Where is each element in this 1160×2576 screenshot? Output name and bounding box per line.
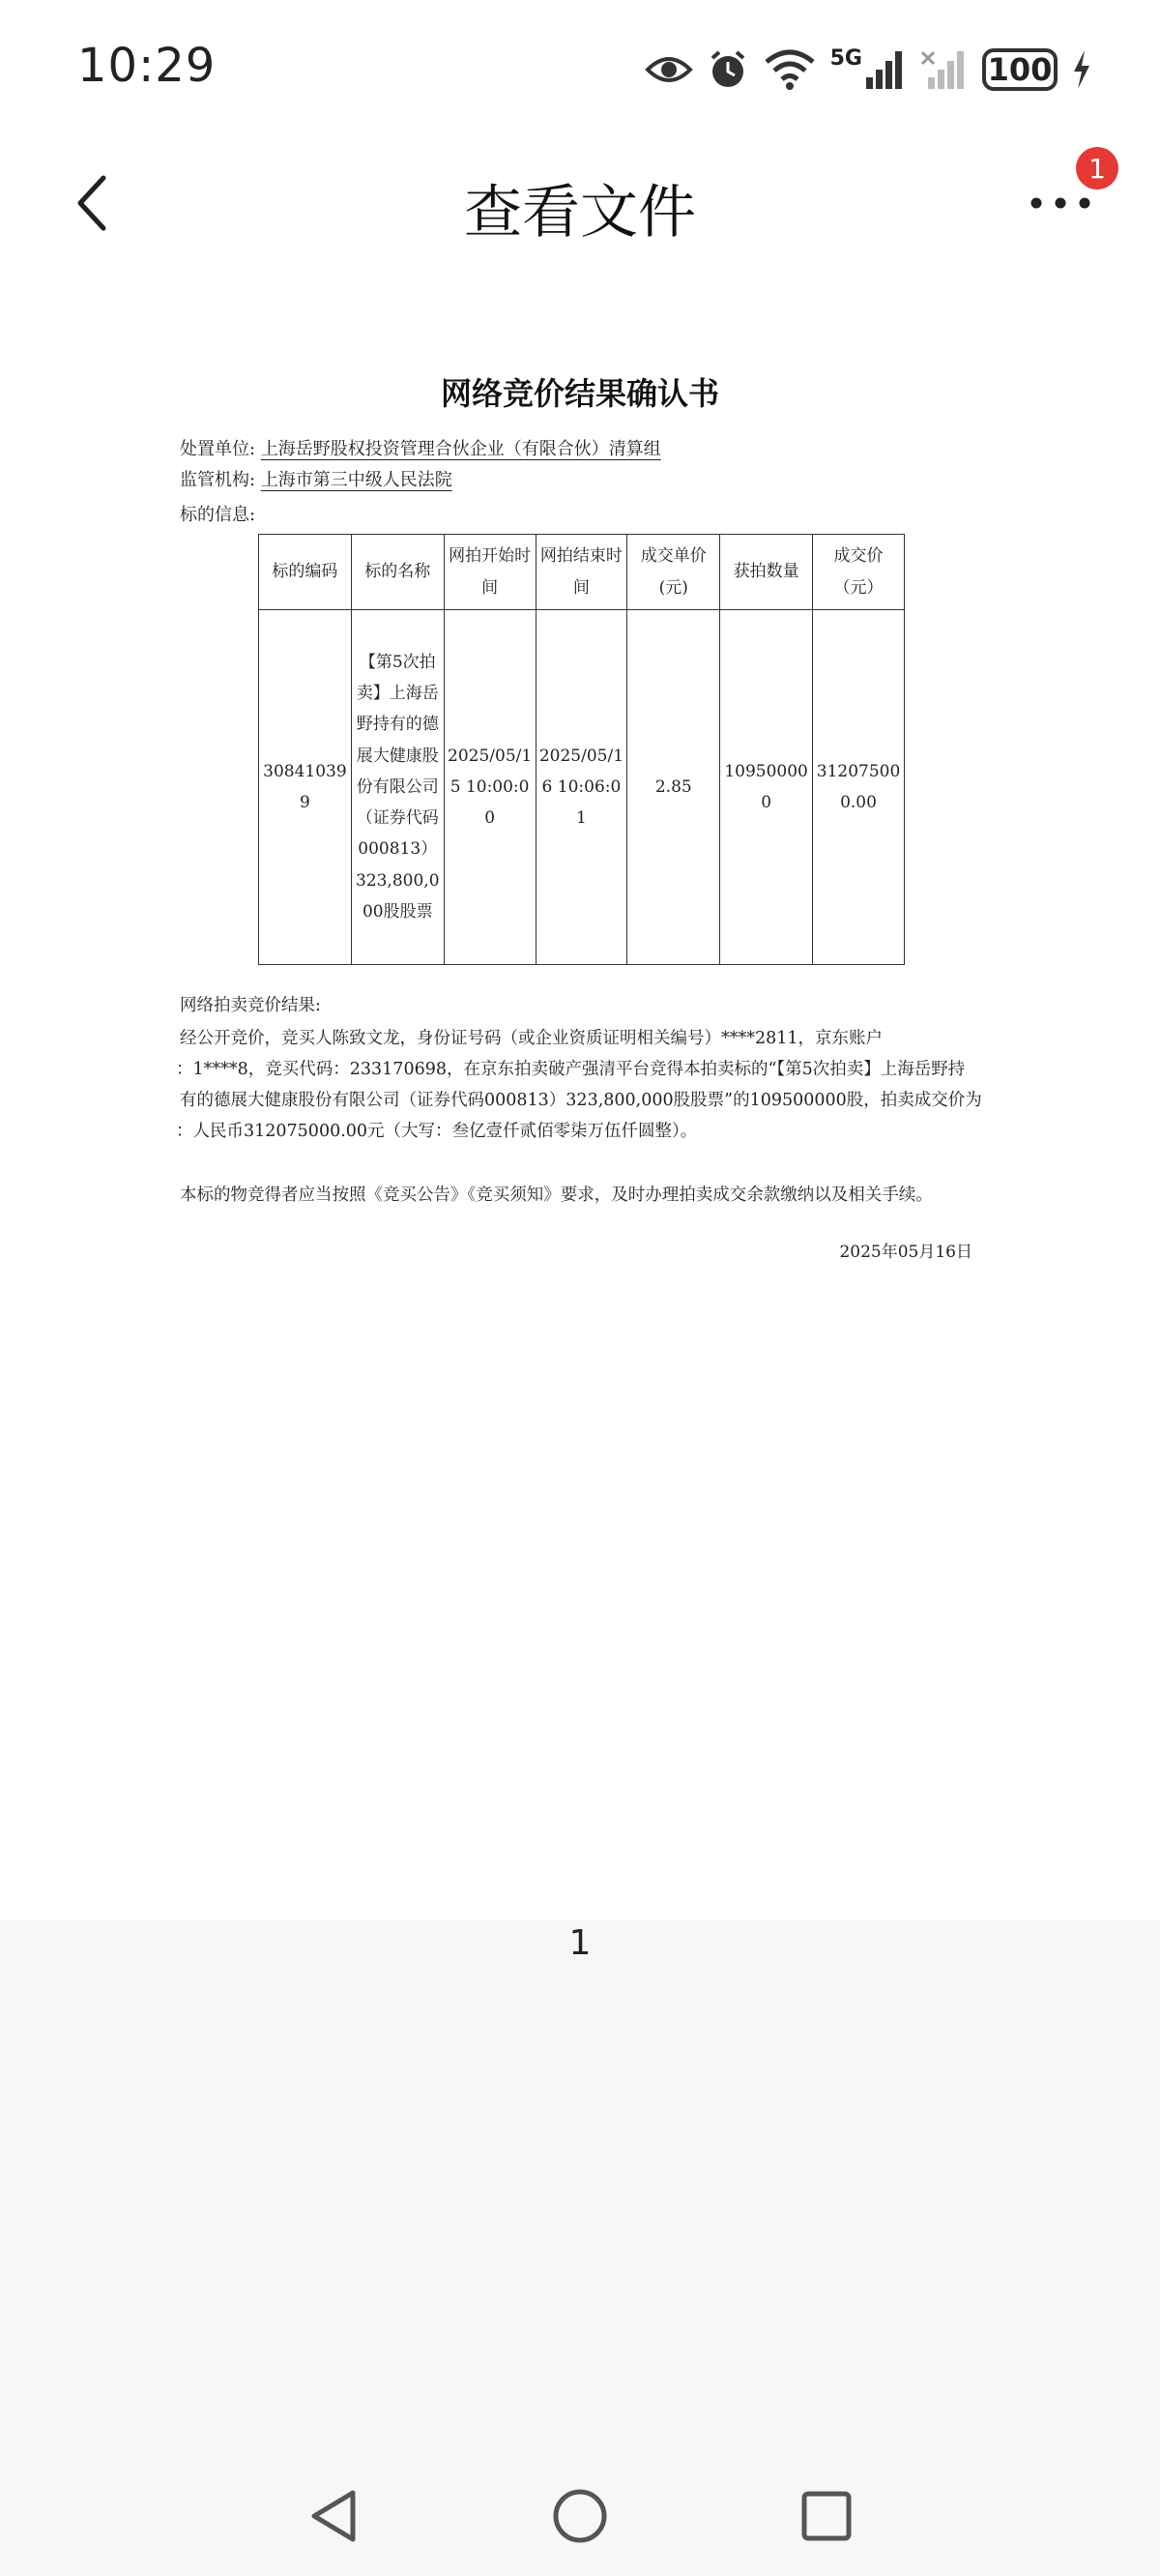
document-page (0, 271, 1160, 1919)
supervisor-value: 上海市第三中级人民法院 (260, 470, 452, 490)
notice-text: 本标的物竞得者应当按照《竞买公告》《竞买须知》要求，及时办理拍卖成交余款缴纳以及相关手续。 (180, 1186, 933, 1205)
disposal-unit-label: 处置单位: (180, 439, 256, 459)
signal-5g-icon (830, 48, 907, 91)
notification-badge: 1 (1076, 147, 1118, 190)
network-label: 5G (829, 46, 862, 71)
info-label: 标的信息: (180, 505, 256, 525)
nav-back-button[interactable] (295, 2477, 372, 2555)
table-cell: 308410399 (259, 610, 352, 965)
status-time: 10:29 (77, 39, 217, 93)
table-cell: 2025/05/16 10:06:01 (536, 610, 627, 965)
nav-home-icon (551, 2487, 609, 2545)
result-line: ：人民币312075000.00元（大写：叁亿壹仟贰佰零柒万伍仟圆整）。 (176, 1122, 698, 1141)
result-line: 经公开竞价，竞买人陈致文龙，身份证号码（或企业资质证明相关编号）****2811，京东账户 (180, 1029, 884, 1048)
table-cell: 109500000 (720, 610, 813, 965)
supervisor-line (180, 466, 452, 491)
battery-icon: 100 (982, 48, 1058, 91)
disposal-unit-value: 上海岳野股权投资管理合伙企业（有限合伙）清算组 (260, 439, 661, 459)
table-cell: 【第5次拍卖】上海岳野持有的德展大健康股份有限公司（证券代码000813）323,800,000股股票 (351, 610, 444, 965)
table-cell: 2025/05/15 10:00:00 (444, 610, 536, 965)
document-date: 2025年05月16日 (839, 1243, 972, 1262)
charging-icon (1071, 48, 1092, 91)
result-heading: 网络拍卖竞价结果: (180, 996, 321, 1015)
more-dots-icon (1030, 196, 1091, 210)
table-header-row (259, 535, 905, 610)
wifi-icon (763, 48, 817, 91)
table-header-cell: 标的名称 (351, 535, 444, 610)
page-title: 查看文件 (464, 179, 696, 247)
alarm-icon (707, 48, 749, 91)
result-line: ：1****8，竞买代码：233170698，在京东拍卖破产强清平台竞得本拍卖标的“【第5次拍卖】上海岳野持 (176, 1060, 966, 1079)
table-header-cell: 获拍数量 (720, 535, 813, 610)
result-table (258, 534, 905, 965)
nav-recents-button[interactable] (788, 2477, 865, 2555)
app-bar (0, 135, 1160, 271)
supervisor-label: 监管机构: (180, 470, 256, 490)
status-icons (645, 44, 1092, 95)
nav-back-icon (306, 2487, 361, 2545)
document-title: 网络竞价结果确认书 (440, 375, 719, 412)
page-number: 1 (568, 1923, 592, 1963)
disposal-unit-line (180, 435, 661, 460)
eye-icon (645, 52, 693, 87)
table-header-cell: 网拍结束时间 (536, 535, 627, 610)
nav-recents-icon (799, 2489, 854, 2543)
status-bar (0, 0, 1160, 135)
nav-home-button[interactable] (541, 2477, 619, 2555)
table-header-cell: 成交价（元） (813, 535, 905, 610)
result-line: 有的德展大健康股份有限公司（证券代码000813）323,800,000股股票”的109500000股，拍卖成交价为 (180, 1091, 982, 1110)
signal-no-sim-icon (920, 48, 969, 91)
table-cell: 312075000.00 (813, 610, 905, 965)
table-header-cell: 成交单价(元) (627, 535, 720, 610)
table-header-cell: 网拍开始时间 (444, 535, 536, 610)
table-row (259, 610, 905, 965)
table-cell: 2.85 (627, 610, 720, 965)
table-header-cell: 标的编码 (259, 535, 352, 610)
navigation-bar (0, 2456, 1160, 2576)
